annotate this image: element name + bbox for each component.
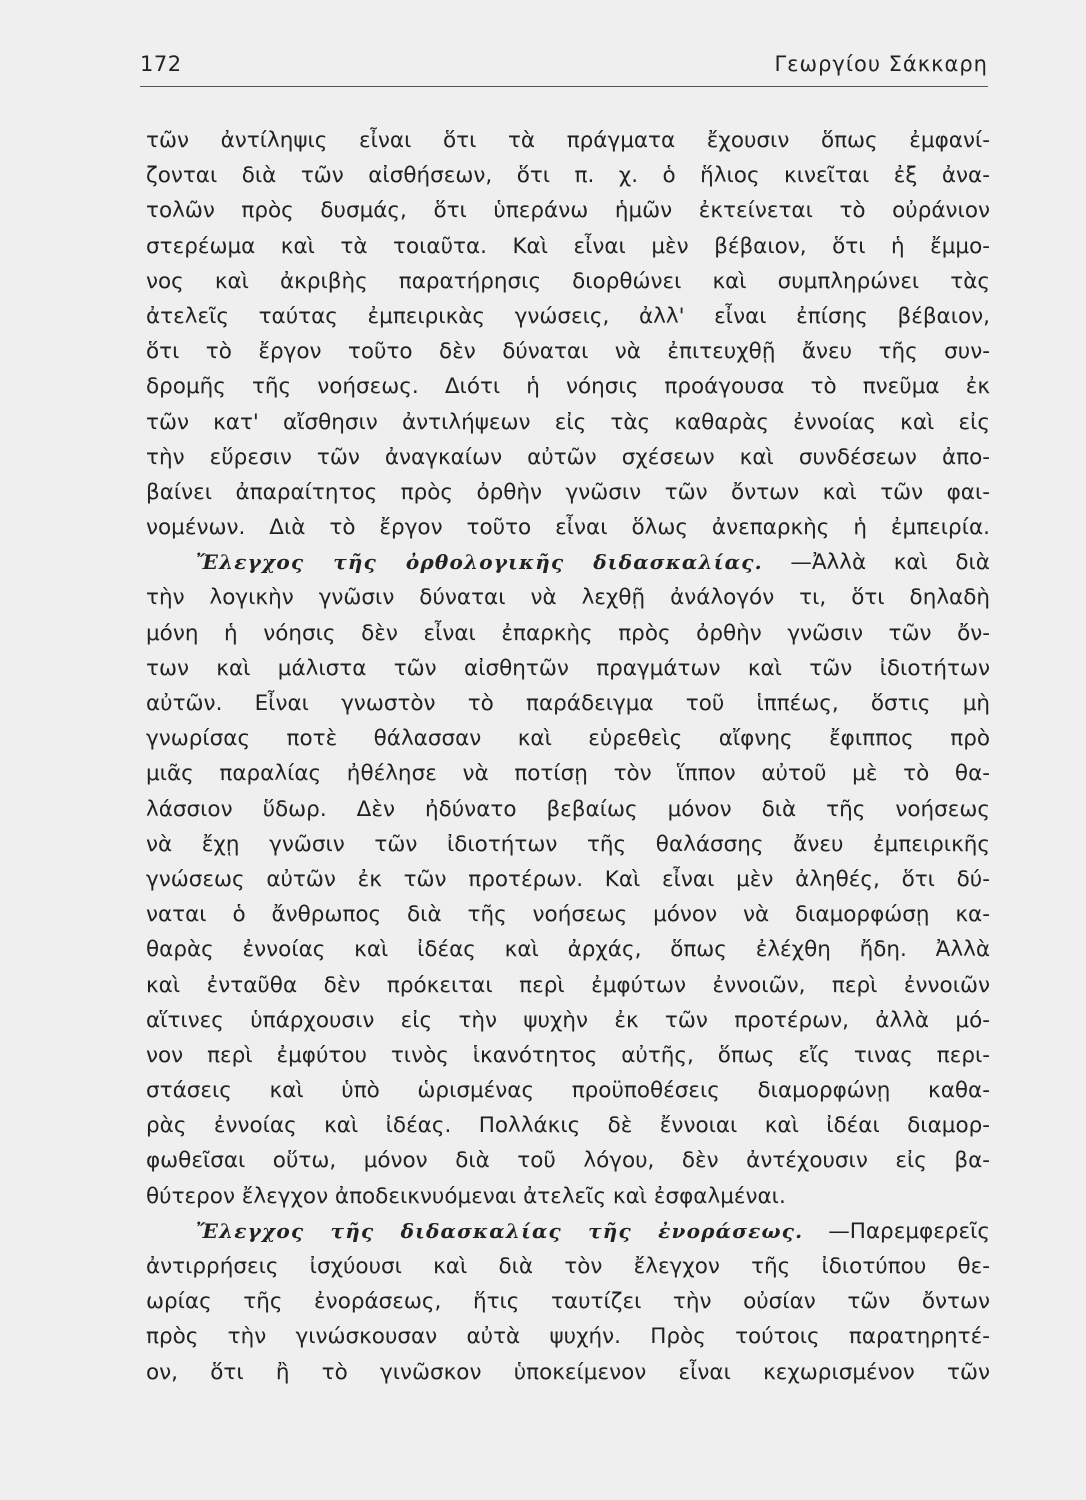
- section-heading-line: [146, 1214, 990, 1249]
- text-line: νὰ ἔχῃ γνῶσιν τῶν ἰδιοτήτων τῆς θαλάσσης ἄνευ ἐμπειρικῆς: [146, 831, 990, 857]
- text-line: ωρίας τῆς ἐνοράσεως, ἥτις ταυτίζει τὴν οὐσίαν τῶν ὄντων: [146, 1289, 990, 1315]
- text-line: βαίνει ἀπαραίτητος πρὸς ὀρθὴν γνῶσιν τῶν ὄντων καὶ τῶν φαι-: [146, 479, 990, 505]
- header-rule: [140, 86, 988, 87]
- text-line: γνωρίσας ποτὲ θάλασσαν καὶ εὑρεθεὶς αἴφνης ἔφιππος πρὸ: [146, 726, 990, 752]
- text-line: ζονται διὰ τῶν αἰσθήσεων, ὅτι π. χ. ὁ ἥλιος κινεῖται ἐξ ἀνα-: [146, 163, 990, 189]
- text-line: μιᾶς παραλίας ἠθέλησε νὰ ποτίσῃ τὸν ἵππον αὐτοῦ μὲ τὸ θα-: [146, 761, 990, 787]
- body-text: [146, 123, 990, 1390]
- text-line: τῶν ἀντίληψις εἶναι ὅτι τὰ πράγματα ἔχουσιν ὅπως ἐμφανί-: [146, 128, 990, 153]
- section-heading-line: [146, 545, 990, 580]
- text-line: τολῶν πρὸς δυσμάς, ὅτι ὑπεράνω ἡμῶν ἐκτείνεται τὸ οὐράνιον: [146, 198, 990, 224]
- text-line: λάσσιον ὕδωρ. Δὲν ἠδύνατο βεβαίως μόνον διὰ τῆς νοήσεως: [146, 796, 990, 822]
- heading-continuation: —Παρεμφερεῖς: [828, 1218, 990, 1244]
- text-line: ἀτελεῖς ταύτας ἐμπειρικὰς γνώσεις, ἀλλ' εἶναι ἐπίσης βέβαιον,: [146, 303, 990, 329]
- text-line: των καὶ μάλιστα τῶν αἰσθητῶν πραγμάτων καὶ τῶν ἰδιοτήτων: [146, 655, 990, 681]
- text-line: δρομῆς τῆς νοήσεως. Διότι ἡ νόησις προάγουσα τὸ πνεῦμα ἐκ: [146, 374, 990, 400]
- text-line: τὴν εὕρεσιν τῶν ἀναγκαίων αὐτῶν σχέσεων καὶ συνδέσεων ἀπο-: [146, 444, 990, 470]
- text-line: αἵτινες ὑπάρχουσιν εἰς τὴν ψυχὴν ἐκ τῶν προτέρων, ἀλλὰ μό-: [146, 1007, 990, 1033]
- text-line: ὅτι τὸ ἔργον τοῦτο δὲν δύναται νὰ ἐπιτευχθῇ ἄνευ τῆς συν-: [146, 339, 990, 365]
- running-head: Γεωργίου Σάκκαρη: [774, 52, 988, 76]
- text-line: ἀντιρρήσεις ἰσχύουσι καὶ διὰ τὸν ἔλεγχον τῆς ἰδιοτύπου θε-: [146, 1254, 990, 1279]
- text-line: νος καὶ ἀκριβὴς παρατήρησις διορθώνει καὶ συμπληρώνει τὰς: [146, 268, 990, 294]
- page-header: [140, 52, 988, 92]
- text-line: αὐτῶν. Εἶναι γνωστὸν τὸ παράδειγμα τοῦ ἱππέως, ὅστις μὴ: [146, 691, 990, 716]
- text-line: τῶν κατ' αἴσθησιν ἀντιλήψεων εἰς τὰς καθαρὰς ἐννοίας καὶ εἰς: [146, 409, 990, 435]
- text-line: θαρὰς ἐννοίας καὶ ἰδέας καὶ ἀρχάς, ὅπως ἐλέχθη ἤδη. Ἀλλὰ: [146, 937, 990, 963]
- heading-continuation: —Ἀλλὰ καὶ διὰ: [790, 550, 990, 576]
- text-line: καὶ ἐνταῦθα δὲν πρόκειται περὶ ἐμφύτων ἐννοιῶν, περὶ ἐννοιῶν: [146, 972, 990, 998]
- section-heading: Ἔλεγχος τῆς ὀρθολογικῆς διδασκαλίας.: [196, 550, 763, 575]
- text-line: θύτερον ἔλεγχον ἀποδεικνυόμεναι ἀτελεῖς καὶ ἐσφαλμέναι.: [146, 1183, 786, 1209]
- text-line: στάσεις καὶ ὑπὸ ὡρισμένας προϋποθέσεις διαμορφώνῃ καθα-: [146, 1078, 990, 1104]
- text-line: στερέωμα καὶ τὰ τοιαῦτα. Καὶ εἶναι μὲν βέβαιον, ὅτι ἡ ἔμμο-: [146, 233, 990, 259]
- page-number: 172: [140, 52, 182, 76]
- text-line: ον, ὅτι ἢ τὸ γινῶσκον ὑποκείμενον εἶναι κεχωρισμένον τῶν: [146, 1359, 990, 1385]
- text-line: νομένων. Διὰ τὸ ἔργον τοῦτο εἶναι ὅλως ἀνεπαρκὴς ἡ ἐμπειρία.: [146, 515, 990, 541]
- text-line: ρὰς ἐννοίας καὶ ἰδέας. Πολλάκις δὲ ἔννοιαι καὶ ἰδέαι διαμορ-: [146, 1113, 990, 1139]
- text-line: ναται ὁ ἄνθρωπος διὰ τῆς νοήσεως μόνον νὰ διαμορφώσῃ κα-: [146, 902, 990, 928]
- text-line: πρὸς τὴν γινώσκουσαν αὐτὰ ψυχήν. Πρὸς τούτοις παρατηρητέ-: [146, 1324, 990, 1350]
- text-line: τὴν λογικὴν γνῶσιν δύναται νὰ λεχθῇ ἀνάλογόν τι, ὅτι δηλαδὴ: [146, 585, 990, 611]
- text-line: φωθεῖσαι οὕτω, μόνον διὰ τοῦ λόγου, δὲν ἀντέχουσιν εἰς βα-: [146, 1148, 990, 1174]
- section-heading: Ἔλεγχος τῆς διδασκαλίας τῆς ἐνοράσεως.: [196, 1218, 804, 1243]
- text-line: γνώσεως αὐτῶν ἐκ τῶν προτέρων. Καὶ εἶναι μὲν ἀληθές, ὅτι δύ-: [146, 866, 990, 892]
- text-line: μόνη ἡ νόησις δὲν εἶναι ἐπαρκὴς πρὸς ὀρθὴν γνῶσιν τῶν ὄν-: [146, 620, 990, 646]
- text-line: νον περὶ ἐμφύτου τινὸς ἱκανότητος αὐτῆς, ὅπως εἴς τινας περι-: [146, 1042, 990, 1068]
